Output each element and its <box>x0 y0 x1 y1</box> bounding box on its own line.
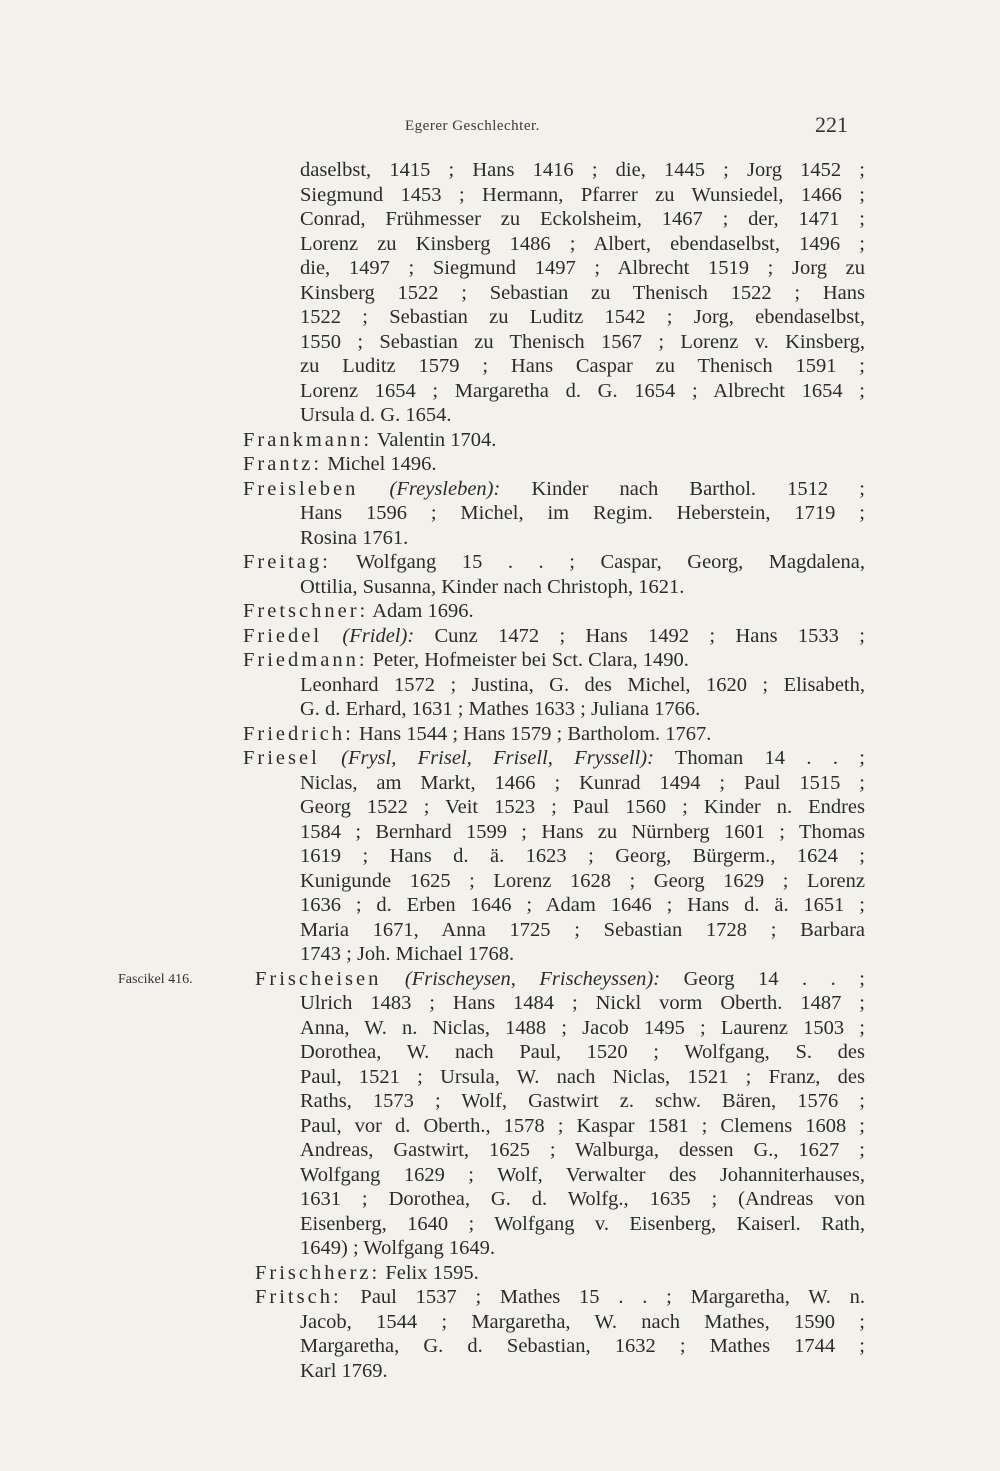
entry-heading-line <box>255 1261 865 1285</box>
entry-continuation-line <box>300 1138 865 1162</box>
entry-heading-line <box>243 550 865 574</box>
family-name: Freisleben <box>243 477 359 500</box>
entry-continuation-line <box>300 1187 865 1211</box>
entry-heading-line <box>243 648 865 672</box>
entry-text: Karl 1769. <box>300 1359 388 1382</box>
entry-text: Niclas, am Markt, 1466 ; Kunrad 1494 ; Paul 1515 ; <box>300 771 865 794</box>
entry-continuation-line <box>300 771 865 795</box>
entry-continuation-line <box>300 869 865 893</box>
entry-text: Cunz 1472 ; Hans 1492 ; Hans 1533 ; <box>414 624 865 647</box>
entry-continuation-line <box>300 1359 865 1383</box>
entry-text: 1636 ; d. Erben 1646 ; Adam 1646 ; Hans d. ä. 1651 ; <box>300 894 865 916</box>
entry-text: zu Luditz 1579 ; Hans Caspar zu Thenisch 1591 ; <box>300 355 865 377</box>
entry-heading-line <box>243 746 865 770</box>
entry-text: Margaretha, G. d. Sebastian, 1632 ; Mathes 1744 ; <box>300 1335 865 1357</box>
entry-heading-line <box>255 1285 865 1309</box>
entry-continuation-line <box>300 697 865 721</box>
entry-text: 1522 ; Sebastian zu Luditz 1542 ; Jorg, ebendaselbst, <box>300 306 865 328</box>
entry-text: Lorenz 1654 ; Margaretha d. G. 1654 ; Albrecht 1654 ; <box>300 379 865 402</box>
entry-text: Raths, 1573 ; Wolf, Gastwirt z. schw. Bären, 1576 ; <box>300 1090 865 1112</box>
entry-heading-line <box>243 477 865 501</box>
entry-continuation-line <box>300 501 865 525</box>
family-name: Freitag: <box>243 551 331 573</box>
name-variants: (Frischeysen, Frischeyssen): <box>381 967 661 990</box>
entry-text: Anna, W. n. Niclas, 1488 ; Jacob 1495 ; Laurenz 1503 ; <box>300 1016 865 1039</box>
entry-text: Adam 1696. <box>368 600 474 622</box>
entry-text: Valentin 1704. <box>372 428 497 451</box>
entry-continuation-line <box>300 232 865 256</box>
entry-text: Thoman 14 . . ; <box>653 747 865 769</box>
entry-text: Paul 1537 ; Mathes 15 . . ; Margaretha, W. n. <box>341 1286 865 1308</box>
name-variants: (Fridel): <box>322 624 415 647</box>
entry-text: Felix 1595. <box>380 1261 479 1284</box>
family-name: Frischeisen <box>255 967 382 990</box>
entry-continuation-line <box>300 673 865 697</box>
entry-heading-line <box>243 599 865 623</box>
entry-continuation-line <box>300 207 865 231</box>
entry-text: Paul, 1521 ; Ursula, W. nach Niclas, 1521 ; Franz, des <box>300 1065 865 1088</box>
entry-continuation-line <box>300 305 865 329</box>
entry-continuation-line <box>300 256 865 280</box>
entry-text: Peter, Hofmeister bei Sct. Clara, 1490. <box>367 649 689 671</box>
entry-text: Hans 1596 ; Michel, im Regim. Heberstein, 1719 ; <box>300 502 865 524</box>
family-name: Friesel <box>243 747 320 769</box>
family-name: Fritsch: <box>255 1286 342 1308</box>
entry-continuation-line <box>300 379 865 403</box>
entry-text: Lorenz zu Kinsberg 1486 ; Albert, ebendaselbst, 1496 ; <box>300 232 865 255</box>
entry-text: 1619 ; Hans d. ä. 1623 ; Georg, Bürgerm., 1624 ; <box>300 845 865 867</box>
entry-text: Ulrich 1483 ; Hans 1484 ; Nickl vorm Oberth. 1487 ; <box>300 992 865 1014</box>
entry-text: 1584 ; Bernhard 1599 ; Hans zu Nürnberg 1601 ; Thomas <box>300 820 865 843</box>
entry-continuation-line <box>300 1065 865 1089</box>
entry-text: Siegmund 1453 ; Hermann, Pfarrer zu Wunsiedel, 1466 ; <box>300 183 865 206</box>
entry-continuation-line <box>300 1334 865 1358</box>
entry-text: Georg 14 . . ; <box>660 967 865 990</box>
family-name: Frankmann: <box>243 428 373 451</box>
entry-text: Ottilia, Susanna, Kinder nach Christoph, 1621. <box>300 575 685 598</box>
running-head: Egerer Geschlechter. <box>405 118 540 134</box>
entry-heading-line <box>243 624 865 648</box>
entry-text: Eisenberg, 1640 ; Wolfgang v. Eisenberg, Kaiserl. Rath, <box>300 1212 865 1235</box>
entry-text: Rosina 1761. <box>300 526 409 549</box>
entry-continuation-line <box>300 795 865 819</box>
family-name: Frischherz: <box>255 1261 381 1284</box>
name-variants: (Frysl, Frisel, Frisell, Fryssell): <box>319 747 654 769</box>
entry-heading-line <box>255 967 865 991</box>
entry-text: Jacob, 1544 ; Margaretha, W. nach Mathes, 1590 ; <box>300 1310 865 1333</box>
entry-text: G. d. Erhard, 1631 ; Mathes 1633 ; Juliana 1766. <box>300 698 701 720</box>
entry-text: Hans 1544 ; Hans 1579 ; Bartholom. 1767. <box>353 722 712 745</box>
entry-text: Maria 1671, Anna 1725 ; Sebastian 1728 ; Barbara <box>300 918 865 941</box>
entry-continuation-line <box>300 1212 865 1236</box>
entry-text: Kunigunde 1625 ; Lorenz 1628 ; Georg 1629 ; Lorenz <box>300 869 865 892</box>
entry-text: Leonhard 1572 ; Justina, G. des Michel, 1620 ; Elisabeth, <box>300 673 865 696</box>
entry-heading-line <box>243 428 865 452</box>
family-name: Frantz: <box>243 453 323 475</box>
entry-text: Dorothea, W. nach Paul, 1520 ; Wolfgang, S. des <box>300 1041 865 1063</box>
entry-text: Paul, vor d. Oberth., 1578 ; Kaspar 1581 ; Clemens 1608 ; <box>300 1114 865 1137</box>
family-name: Friedel <box>243 624 323 647</box>
entry-continuation-line <box>300 844 865 868</box>
entry-continuation-line <box>300 281 865 305</box>
entry-continuation-line <box>300 158 865 182</box>
entry-continuation-line <box>300 1040 865 1064</box>
entry-continuation-line <box>300 403 865 427</box>
entry-text: 1631 ; Dorothea, G. d. Wolfg., 1635 ; (Andreas von <box>300 1188 865 1210</box>
entry-continuation-line <box>300 918 865 942</box>
entry-text: daselbst, 1415 ; Hans 1416 ; die, 1445 ; Jorg 1452 ; <box>300 159 865 181</box>
entry-continuation-line <box>300 1016 865 1040</box>
entry-text: Georg 1522 ; Veit 1523 ; Paul 1560 ; Kinder n. Endres <box>300 796 865 818</box>
entry-text: 1743 ; Joh. Michael 1768. <box>300 943 515 965</box>
page-number: 221 <box>815 112 848 137</box>
entry-continuation-line <box>300 526 865 550</box>
entry-text: Wolfgang 15 . . ; Caspar, Georg, Magdalena, <box>330 551 865 573</box>
entry-text: die, 1497 ; Siegmund 1497 ; Albrecht 1519 ; Jorg zu <box>300 257 865 279</box>
margin-note: Fascikel 416. <box>118 971 193 987</box>
entry-text: Ursula d. G. 1654. <box>300 404 452 426</box>
entry-text: Conrad, Frühmesser zu Eckolsheim, 1467 ; der, 1471 ; <box>300 208 865 230</box>
entry-heading-line <box>243 722 865 746</box>
entry-continuation-line <box>300 1114 865 1138</box>
entry-heading-line <box>243 452 865 476</box>
entry-text: 1550 ; Sebastian zu Thenisch 1567 ; Lorenz v. Kinsberg, <box>300 330 865 353</box>
entry-continuation-line <box>300 1163 865 1187</box>
entry-text: 1649) ; Wolfgang 1649. <box>300 1237 495 1259</box>
family-name: Friedrich: <box>243 722 354 745</box>
family-name: Friedmann: <box>243 649 368 671</box>
entry-continuation-line <box>300 1236 865 1260</box>
entry-continuation-line <box>300 820 865 844</box>
entry-continuation-line <box>300 893 865 917</box>
entry-continuation-line <box>300 1310 865 1334</box>
entry-text: Michel 1496. <box>322 453 437 475</box>
entry-continuation-line <box>300 575 865 599</box>
entry-continuation-line <box>300 183 865 207</box>
entry-continuation-line <box>300 942 865 966</box>
entry-text: Andreas, Gastwirt, 1625 ; Walburga, dessen G., 1627 ; <box>300 1139 865 1161</box>
entry-continuation-line <box>300 991 865 1015</box>
family-name: Fretschner: <box>243 600 369 622</box>
entry-continuation-line <box>300 330 865 354</box>
entry-text: Kinsberg 1522 ; Sebastian zu Thenisch 1522 ; Hans <box>300 281 865 304</box>
entry-text: Wolfgang 1629 ; Wolf, Verwalter des Johanniterhauses, <box>300 1163 865 1186</box>
entry-continuation-line <box>300 1089 865 1113</box>
entry-text: Kinder nach Barthol. 1512 ; <box>500 477 865 500</box>
entry-continuation-line <box>300 354 865 378</box>
name-variants: (Freysleben): <box>358 477 501 500</box>
